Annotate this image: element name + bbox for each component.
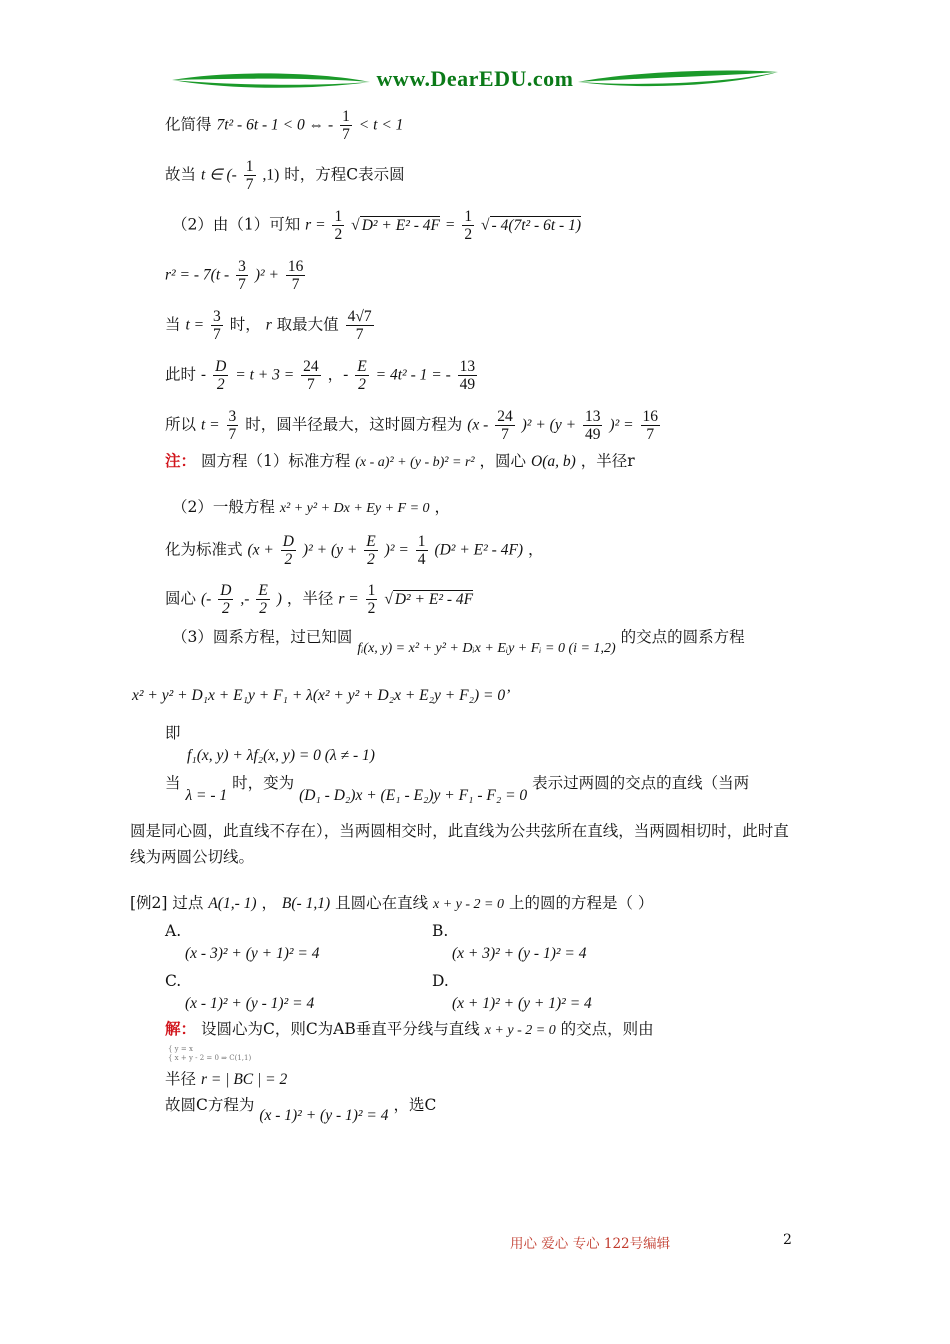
option-d — [432, 970, 592, 1015]
text: [例2] 过点 — [130, 894, 204, 912]
text: （2）由（1）可知 — [172, 215, 301, 234]
text: ，选C — [393, 1096, 437, 1114]
math: x² + y² + D₁x + E₁y + F₁ + λ(x² + y² + D₂x + E₂y + F₂) = 0’ — [132, 687, 511, 704]
option-label: A. — [165, 922, 182, 940]
math: D² + E² - 4F — [394, 590, 474, 608]
line-family-equation — [132, 684, 510, 707]
math: )² + — [254, 266, 279, 284]
text: ， — [528, 540, 544, 559]
fraction: $\frac{4√7}{7}$ — [347, 308, 372, 343]
fraction: $\frac{13}{49}$ — [459, 358, 476, 393]
math: - 4(7t² - 6t - 1) — [491, 216, 581, 234]
option-a — [165, 920, 320, 965]
fraction: $\frac{1}{4}$ — [417, 533, 426, 568]
example-question — [130, 892, 653, 916]
solution-line — [165, 1018, 654, 1042]
fraction: $\frac{16}{7}$ — [287, 258, 304, 293]
text: 故当 — [165, 165, 197, 184]
option-b — [432, 920, 587, 965]
option-math: (x - 1)² + (y - 1)² = 4 — [185, 995, 315, 1012]
line-paragraph-1 — [130, 820, 789, 842]
option-c — [165, 970, 314, 1015]
line-center-radius: 圆心 (- $\frac{D}{2}$ ,- $\frac{E}{2}$ ) ，半径 r = $\frac{1}{2}$ √ D² + E² - 4F — [165, 582, 474, 617]
line-standard-conversion — [165, 533, 544, 568]
math: = — [444, 216, 456, 234]
fraction: $\frac{E}{2}$ — [258, 582, 268, 617]
fraction: $\frac{1}{2}$ — [334, 208, 343, 243]
text: 表示过两圆的交点的直线（当两 — [532, 774, 750, 792]
text: （2）一般方程 — [172, 498, 275, 516]
line-simplify — [165, 108, 403, 143]
math: = t + 3 = — [235, 366, 295, 384]
text: ，圆心 — [479, 452, 527, 470]
line-circle-family — [172, 626, 745, 656]
fraction: $\frac{E}{2}$ — [366, 533, 376, 568]
fraction: $\frac{3}{7}$ — [238, 258, 246, 293]
fraction: $\frac{1}{7}$ — [342, 108, 350, 143]
text: 化简得 — [165, 115, 212, 134]
math: t = — [200, 416, 220, 434]
text: 化为标准式 — [165, 540, 243, 559]
math: O(a, b) — [531, 453, 576, 470]
math: (x - — [467, 416, 489, 434]
math: < t < 1 — [358, 116, 404, 134]
text: 线为两圆公切线。 — [130, 848, 255, 866]
math: r = — [305, 216, 326, 234]
math: r — [265, 316, 272, 334]
text: 时， — [229, 315, 261, 334]
option-label: B. — [432, 922, 449, 940]
text: 的交点的圆系方程 — [620, 628, 745, 646]
text: 时，圆半径最大，这时圆方程为 — [245, 415, 463, 434]
math: 7t² - 6t - 1 < 0 ⇔ - — [216, 116, 334, 134]
fraction: $\frac{1}{2}$ — [464, 208, 473, 243]
math: D² + E² - 4F — [361, 216, 440, 234]
math: (D₁ - D₂)x + (E₁ - E₂)y + F₁ - F₂ = 0 — [299, 787, 528, 804]
fraction: $\frac{13}{49}$ — [584, 408, 601, 443]
text: ， — [434, 498, 450, 516]
solution-label: 解： — [165, 1019, 197, 1038]
text: 的交点，则由 — [560, 1020, 654, 1038]
footer-text: 用心 爱心 专心 122号编辑 — [510, 1236, 671, 1252]
note-label: 注： — [165, 451, 197, 470]
math: ) — [276, 590, 282, 608]
text: ，- — [327, 365, 349, 384]
answer-line — [165, 1094, 437, 1124]
math: t = — [185, 316, 205, 334]
option-label: C. — [165, 972, 182, 990]
fraction: $\frac{D}{2}$ — [215, 358, 227, 393]
fraction: $\frac{24}{7}$ — [303, 358, 319, 393]
option-math: (x + 1)² + (y + 1)² = 4 — [452, 995, 592, 1012]
math: (- — [200, 590, 212, 608]
option-label: D. — [432, 972, 449, 990]
text: ，半径r — [580, 452, 635, 470]
site-url[interactable]: www.DearEDU.com — [376, 66, 574, 91]
math: = 4t² - 1 = - — [375, 366, 451, 384]
math: )² + (y + — [302, 541, 358, 559]
math: x + y - 2 = 0 — [484, 1023, 556, 1038]
text: ，半径 — [286, 589, 334, 608]
line-family-short — [165, 722, 375, 767]
math: ,- — [240, 590, 250, 608]
text: 此时 - — [165, 365, 207, 384]
fraction: $\frac{3}{7}$ — [213, 308, 221, 343]
math: (x - a)² + (y - b)² = r² — [355, 455, 475, 470]
line-paragraph-2 — [130, 846, 254, 868]
math: )² + (y + — [521, 416, 577, 434]
fraction: $\frac{D}{2}$ — [220, 582, 232, 617]
math: (D² + E² - 4F) — [434, 541, 524, 559]
option-math: (x - 3)² + (y + 1)² = 4 — [185, 945, 320, 962]
fraction: $\frac{1}{7}$ — [245, 158, 254, 193]
page-number: 2 — [783, 1232, 792, 1248]
line-note-standard — [165, 450, 635, 474]
math: r = — [338, 590, 359, 608]
math: r² = - 7(t - — [165, 266, 230, 284]
tiny-line: { y = x — [168, 1045, 193, 1053]
math: )² = — [384, 541, 409, 559]
text: 取最大值 — [276, 315, 339, 334]
fraction: $\frac{D}{2}$ — [282, 533, 294, 568]
line-circle-equation — [165, 408, 662, 443]
line-r-squared — [165, 258, 307, 293]
site-banner — [170, 62, 780, 98]
text: 时，方程C表示圆 — [284, 165, 405, 184]
line-range — [165, 158, 405, 193]
text: ， — [261, 894, 277, 912]
math: x + y - 2 = 0 — [433, 897, 504, 912]
fraction: $\frac{E}{2}$ — [357, 358, 367, 393]
text: 故圆C方程为 — [165, 1096, 255, 1114]
math: λ = - 1 — [185, 787, 228, 804]
math: fᵢ(x, y) = x² + y² + Dᵢx + Eᵢy + Fᵢ = 0 (i = 1,2) — [357, 641, 616, 656]
text: 圆是同心圆，此直线不存在），当两圆相交时，此直线为公共弦所在直线，当两圆相切时，此时直 — [130, 822, 789, 840]
fraction: $\frac{24}{7}$ — [497, 408, 513, 443]
line-max — [165, 308, 376, 343]
text: 当 — [165, 315, 181, 334]
text: 即 — [165, 724, 181, 742]
text: 当 — [165, 774, 181, 792]
math: t ∈ (- — [200, 166, 237, 184]
line-general-form — [172, 496, 450, 520]
text: 圆心 — [165, 589, 197, 608]
text: 上的圆的方程是（ ） — [508, 894, 654, 912]
radius-line — [165, 1068, 287, 1091]
option-math: (x + 3)² + (y - 1)² = 4 — [452, 945, 587, 962]
math: (x + — [247, 541, 274, 559]
math: B(- 1,1) — [281, 895, 331, 912]
tiny-line: { x + y - 2 = 0 ⇒ C(1,1) — [168, 1054, 252, 1062]
text: 时，变为 — [232, 774, 295, 792]
line-center-coords — [165, 358, 479, 393]
text: 半径 — [165, 1070, 197, 1088]
math: x² + y² + Dx + Ey + F = 0 — [279, 501, 430, 516]
math: r = | BC | = 2 — [200, 1071, 288, 1088]
math: f₁(x, y) + λf₂(x, y) = 0 (λ ≠ - 1) — [187, 747, 375, 764]
line-radius: （2）由（1）可知 r = $\frac{1}{2}$ √ D² + E² - 4F = $\frac{1}{2}$ √ - 4(7t² - 6t - 1) — [172, 208, 581, 243]
text: 且圆心在直线 — [335, 894, 429, 912]
fraction: $\frac{1}{2}$ — [367, 582, 376, 617]
fraction: $\frac{16}{7}$ — [642, 408, 659, 443]
text: 设圆心为C，则C为AB垂直平分线与直线 — [200, 1020, 480, 1038]
tiny-system-equation — [168, 1045, 251, 1063]
text: 所以 — [165, 415, 197, 434]
text: （3）圆系方程，过已知圆 — [172, 628, 353, 646]
math: ,1) — [262, 166, 280, 184]
math: A(1,- 1) — [208, 895, 257, 912]
math: )² = — [609, 416, 634, 434]
text: 圆方程（1）标准方程 — [200, 452, 351, 470]
math: (x - 1)² + (y - 1)² = 4 — [259, 1107, 389, 1124]
fraction: $\frac{3}{7}$ — [228, 408, 237, 443]
line-lambda — [165, 772, 750, 804]
